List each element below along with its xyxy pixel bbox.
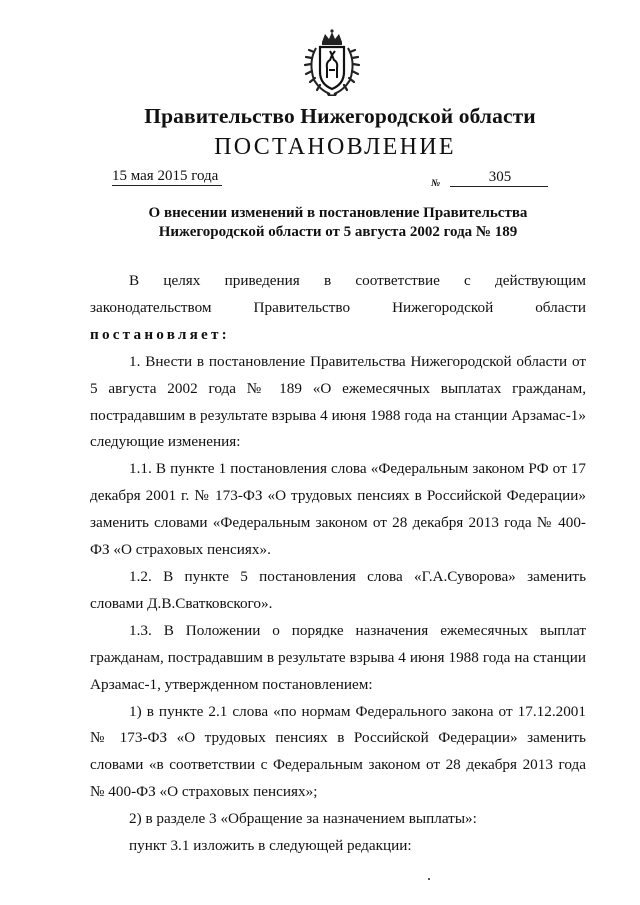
intro-line-1: В целях приведения в соответствие с действующим xyxy=(129,272,586,289)
document-subject xyxy=(128,204,548,241)
subject-line-1: О внесении изменений в постановление Правительства xyxy=(148,205,528,221)
subparagraph-1: 1) в пункте 2.1 слова «по нормам Федерального закона от 17.12.2001 № 173-ФЗ «О трудовых пенсиях в Российской Федерации» заменить словами «в соответствии с Федеральным законом от 28 декабря 2013 года № 400-ФЗ «О страховых пенсиях»; xyxy=(90,702,586,801)
document-number: 305 xyxy=(450,168,548,187)
subparagraph-2: 2) в разделе 3 «Обращение за назначением выплаты»: xyxy=(129,810,477,828)
decree-word-paragraph xyxy=(90,322,586,349)
document-date: 15 мая 2015 года xyxy=(112,167,222,186)
coat-of-arms-emblem xyxy=(296,28,368,98)
paragraph-1-3: 1.3. В Положении о порядке назначения ежемесячных выплат гражданам, пострадавшим в результате взрыва 4 июня 1988 года на станции Арзамас-1, утвержденном постановлением: xyxy=(90,621,586,693)
subject-line-2: Нижегородской области от 5 августа 2002 года № 189 xyxy=(158,223,518,240)
government-name: Правительство Нижегородской области xyxy=(144,104,536,128)
decree-word: постановляет: xyxy=(90,325,230,343)
scan-speck xyxy=(428,878,430,880)
document-body xyxy=(90,268,586,860)
paragraph-1-2: 1.2. В пункте 5 постановления слова «Г.А.Суворова» заменить словами Д.В.Сватковского». xyxy=(90,567,586,612)
paragraph-1-1: 1.1. В пункте 1 постановления слова «Федеральным законом РФ от 17 декабря 2001 г. № 173-ФЗ «О трудовых пенсиях в Российской Федерации» заменить словами «Федеральным законом от 28 декабря 2013 года № 400-ФЗ «О страховых пенсиях». xyxy=(90,460,586,559)
intro-line-2: законодательством Правительство Нижегородской области xyxy=(90,298,586,316)
paragraph-1: 1. Внести в постановление Правительства Нижегородской области от 5 августа 2002 года № 189 «О ежемесячных выплатах гражданам, пострадавшим в результате взрыва 4 июня 1988 года на станции Арзамас-1» следующие изменения: xyxy=(90,352,586,451)
subparagraph-2-1: пункт 3.1 изложить в следующей редакции: xyxy=(129,837,412,855)
number-label: № xyxy=(431,178,441,189)
document-type: ПОСТАНОВЛЕНИЕ xyxy=(214,134,456,160)
